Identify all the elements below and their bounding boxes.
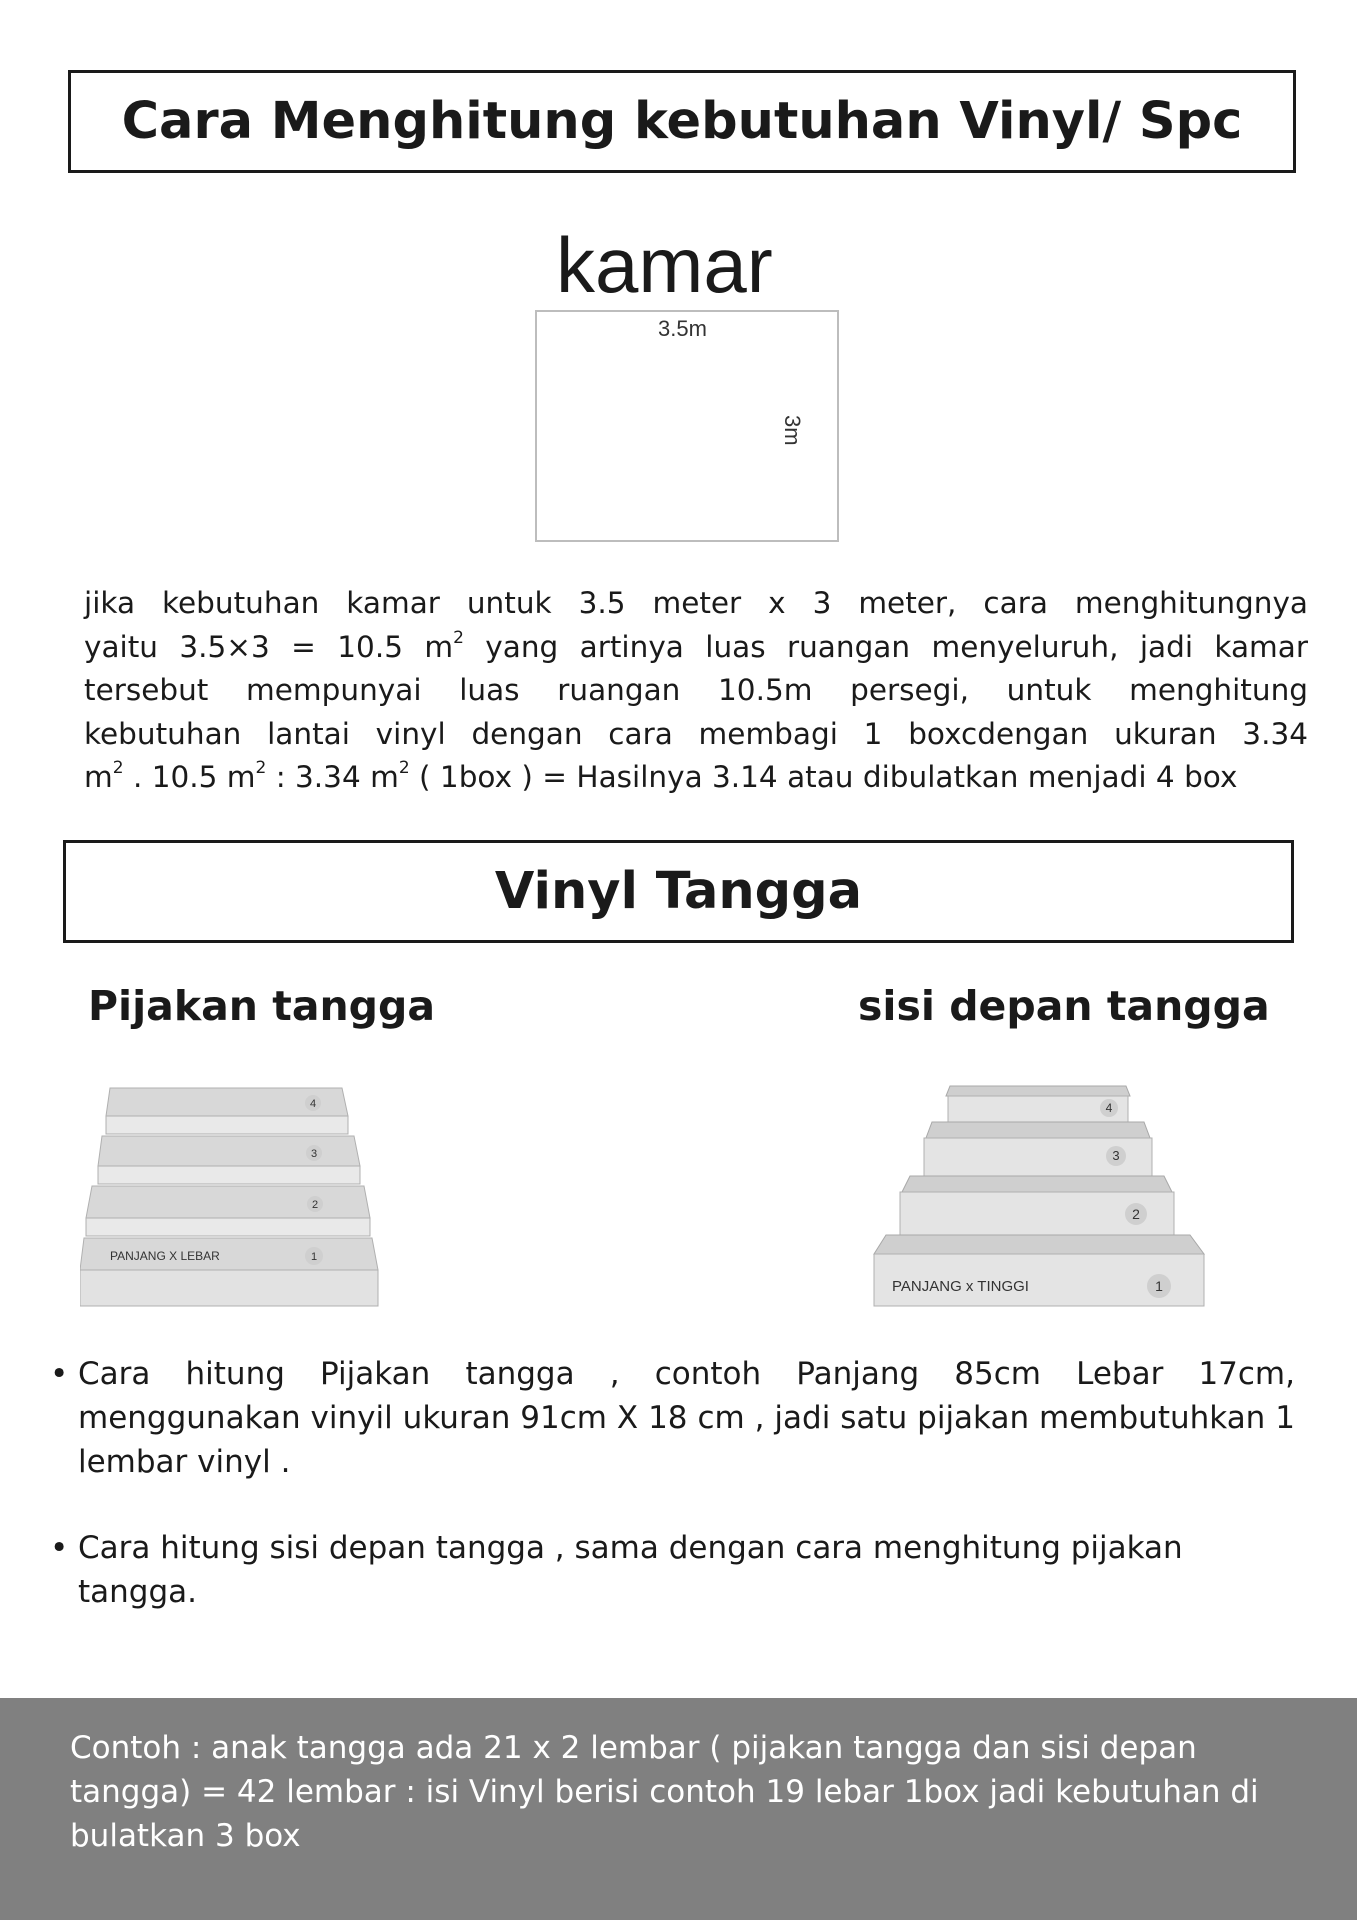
stair-step-2: [86, 1186, 370, 1236]
footer-band: [0, 1698, 1357, 1920]
step-number: 2: [311, 1199, 319, 1211]
room-label: kamar: [556, 221, 773, 309]
stair-tread-heading: Pijakan tangga: [88, 982, 436, 1030]
stair-tread-diagram: [80, 1080, 380, 1315]
paragraph-line: jika kebutuhan kamar untuk 3.5 meter x 3 meter, cara menghitungnya: [84, 586, 1308, 620]
step-number: 2: [1132, 1206, 1140, 1222]
step-number: 1: [1155, 1278, 1163, 1294]
stair-riser-3: [924, 1122, 1152, 1176]
step-number: 4: [309, 1098, 317, 1110]
stair-riser-1: [874, 1235, 1204, 1306]
footer-example-text: Contoh : anak tangga ada 21 x 2 lembar ( pijakan tangga dan sisi depan tangga) = 42 lembar : isi Vinyl berisi contoh 19 lebar 1box jadi kebutuhan di bulatkan 3 box: [70, 1730, 1259, 1854]
riser-dimension-label: PANJANG x TINGGI: [892, 1278, 1029, 1295]
paragraph-line: kebutuhan lantai vinyl dengan cara membagi 1 boxcdengan ukuran 3.34: [84, 716, 1308, 751]
bullet-item-riser: [50, 1526, 1310, 1626]
stair-step-1: [80, 1238, 378, 1306]
paragraph-line: yaitu 3.5×3 = 10.5 $m^2$ yang artinya luas ruangan menyeluruh, jadi kamar: [84, 627, 1309, 664]
step-number: 3: [310, 1148, 318, 1160]
room-width-label: 3.5m: [658, 316, 707, 341]
tread-dimension-label: PANJANG X LEBAR: [110, 1249, 220, 1263]
stair-riser-heading: sisi depan tangga: [858, 982, 1270, 1030]
calculation-paragraph: [84, 582, 1308, 800]
stair-step-4: [106, 1088, 348, 1134]
paragraph-line: tersebut mempunyai luas ruangan 10.5m persegi, untuk menghitung: [84, 673, 1308, 707]
bullet-item-tread: [50, 1352, 1295, 1492]
bullet-text: Cara hitung Pijakan tangga , contoh Panjang 85cm Lebar 17cm, menggunakan vinyil ukuran 91cm X 18 cm , jadi satu pijakan membutuhkan 1 lembar vinyl .: [78, 1356, 1295, 1480]
step-number: 3: [1112, 1148, 1120, 1163]
main-title: Cara Menghitung kebutuhan Vinyl/ Spc: [68, 70, 1296, 173]
step-number: 4: [1105, 1101, 1113, 1115]
stair-riser-diagram: [872, 1080, 1208, 1315]
stair-riser-2: [900, 1176, 1174, 1238]
stair-step-3: [98, 1136, 360, 1184]
section-title: Vinyl Tangga: [63, 840, 1294, 943]
step-number: 1: [310, 1251, 318, 1263]
bullet-marker: •: [50, 1356, 69, 1392]
paragraph-line: $m^2$ . 10.5 $m^2$ : 3.34 $m^2$ ( 1box ) = Hasilnya 3.14 atau dibulatkan menjadi 4 box: [84, 758, 1238, 794]
bullet-text: Cara hitung sisi depan tangga , sama dengan cara menghitung pijakan tangga.: [78, 1530, 1183, 1610]
room-height-label: 3m: [780, 415, 805, 446]
bullet-marker: •: [50, 1530, 69, 1566]
